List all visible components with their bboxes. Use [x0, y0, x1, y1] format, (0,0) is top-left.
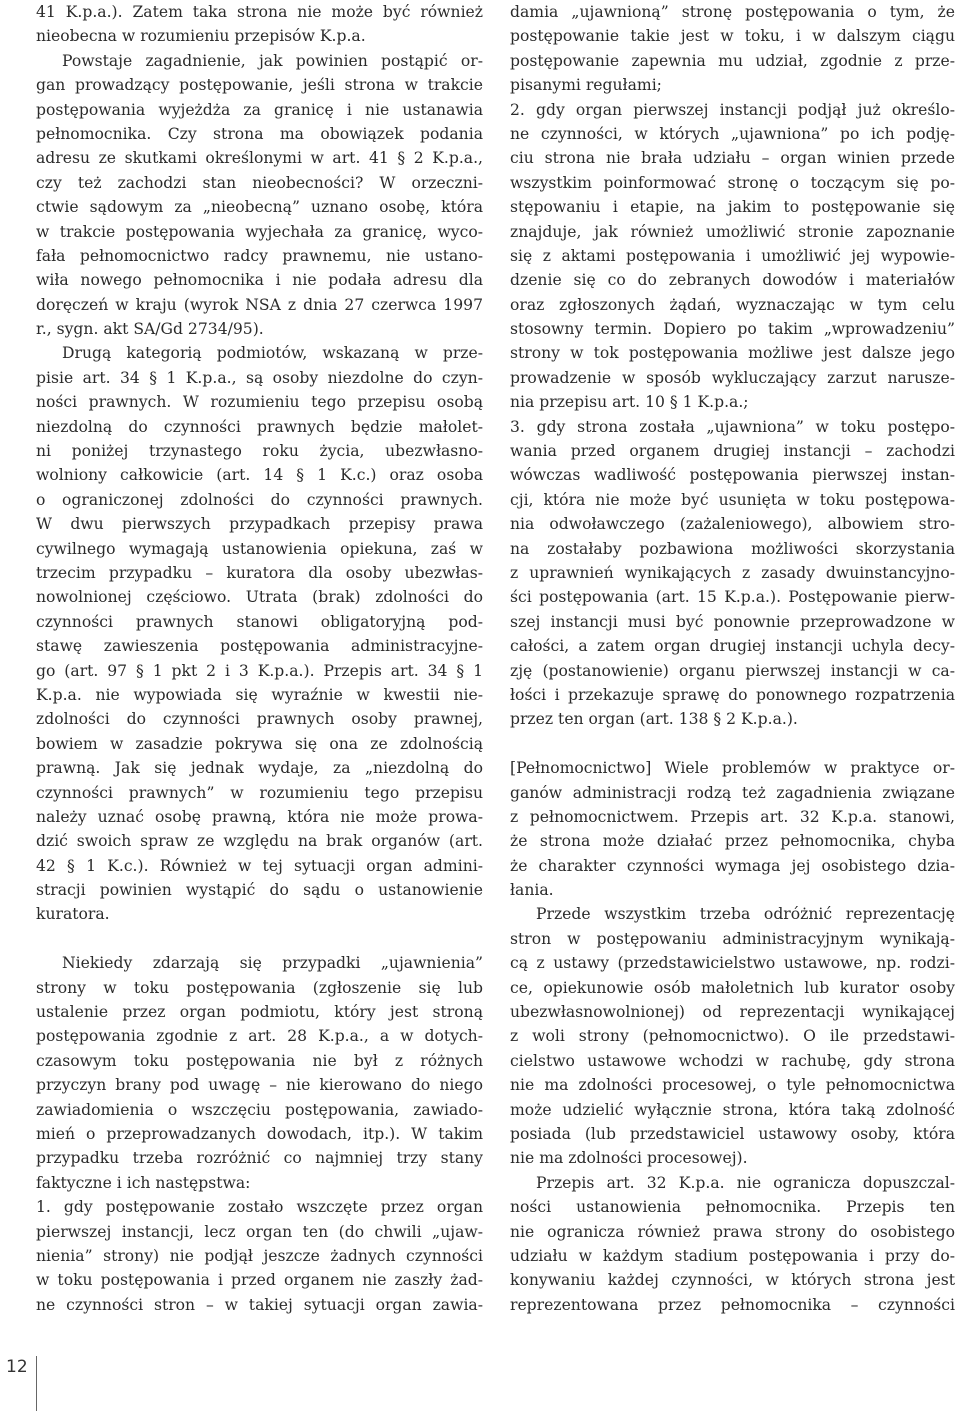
text-line: ustalenie przez organ podmiotu, który jest stroną — [36, 1003, 483, 1022]
text-line: stosowny termin. Dopiero po takim „wprowadzeniu” — [510, 320, 955, 339]
text-line: czasowym toku postępowania nie był z różnych — [36, 1051, 483, 1070]
text-line: ności ustanowienia pełnomocnika. Przepis ten — [510, 1198, 955, 1217]
text-line: ce, opiekunowie osób małoletnich lub kurator osoby — [510, 978, 955, 997]
text-line: K.p.a. nie wypowiada się wyraźnie w kwestii nie- — [36, 685, 483, 704]
text-line: w trakcie postępowania wyjechała za granicę, wyco- — [36, 222, 483, 241]
text-line: posiada (lub przedstawiciel ustawowy osoby, która — [510, 1124, 955, 1143]
text-line: pełnomocnika. Czy strona ma obowiązek podania — [36, 124, 483, 143]
paragraph-gap — [510, 732, 955, 756]
text-line: reprezentowana przez pełnomocnika – czynności — [510, 1295, 955, 1314]
text-line: że charakter czynności wymaga jej osobistego dzia- — [510, 856, 955, 875]
text-line: wolniony całkowicie (art. 14 § 1 K.c.) oraz osoba — [36, 466, 483, 485]
text-line: przyczyn brany pod uwagę – nie kierowano do niego — [36, 1076, 483, 1095]
text-line: udziału w każdym stadium postępowania i przy do- — [510, 1246, 955, 1265]
text-line: nowolnionej częściowo. Utrata (brak) zdolności do — [36, 588, 483, 607]
text-line: Powstaje zagadnienie, jak powinien postąpić or- — [62, 51, 483, 70]
text-line: ctwie sądowym za „nieobecną” uznano osobę, która — [36, 198, 483, 217]
text-line: całości, a zatem organ drugiej instancji uchyla decy- — [510, 637, 955, 656]
text-line: pierwszej instancji, lecz organ ten (do chwili „ujaw- — [36, 1222, 483, 1241]
text-line: W dwu pierwszych przypadkach przepisy prawa — [36, 515, 483, 534]
text-line: czy też zachodzi stan nieobecności? W orzeczni- — [36, 173, 483, 192]
text-line: postępowania wyjeżdża za granicę i nie ustanawia — [36, 100, 483, 119]
text-line: nie ma zdolności procesowej). — [510, 1149, 748, 1168]
text-line: mień o przeprowadzanych dowodach, itp.). W takim — [36, 1124, 483, 1143]
text-line: wówczas wadliwość postępowania pierwszej instan- — [510, 466, 955, 485]
text-line: stawę zawieszenia postępowania administracyjne- — [36, 637, 483, 656]
text-line: może udzielić wyłącznie strona, która taką zdolność — [510, 1100, 955, 1119]
text-line: cji, która nie może być usunięta w toku postępowa- — [510, 490, 955, 509]
text-line: stępowaniu i etapie, na jakim to postępowanie się — [510, 198, 955, 217]
text-line: z uprawnień wynikających z zasady dwuinstancyjno- — [510, 563, 955, 582]
text-line: 2. gdy organ pierwszej instancji podjął już określo- — [510, 100, 955, 119]
text-line: znajduje, jak również umożliwić stronie zapoznanie — [510, 222, 955, 241]
text-line: że strona może działać przez pełnomocnika, chyba — [510, 832, 955, 851]
text-line: łości i przekazuje sprawę do ponownego rozpatrzenia — [510, 685, 955, 704]
text-line: wiła nowego pełnomocnika i nie podała adresu dla — [36, 271, 483, 290]
text-line: gan prowadzący postępowanie, jeśli strona w trakcie — [36, 76, 483, 95]
text-line: strony w toku postępowania (zgłoszenie się lub — [36, 978, 483, 997]
text-line: strony w tok postępowania możliwe jest dalsze jego — [510, 344, 955, 363]
text-line: postępowania zgodnie z art. 28 K.p.a., a w dotych- — [36, 1027, 483, 1046]
text-line: 3. gdy strona została „ujawniona” w toku postępo- — [510, 417, 955, 436]
text-line: go (art. 97 § 1 pkt 2 i 3 K.p.a.). Przepis art. 34 § 1 — [36, 661, 483, 680]
text-line: konywaniu każdej czynności, w których strona jest — [510, 1271, 955, 1290]
text-line: Przede wszystkim trzeba odróżnić reprezentację — [536, 905, 955, 924]
text-line: nie ogranicza również prawa strony do osobistego — [510, 1222, 955, 1241]
text-line: z woli strony (pełnomocnictwo). O ile przedstawi- — [510, 1027, 955, 1046]
text-line: niezdolną do czynności prawnych będzie małolet- — [36, 417, 483, 436]
page-number: 12 — [6, 1357, 28, 1377]
text-line: o ograniczonej zdolności do czynności prawnych. — [36, 490, 483, 509]
text-line: 1. gdy postępowanie zostało wszczęte przez organ — [36, 1198, 483, 1217]
text-line: Drugą kategorią podmiotów, wskazaną w prze- — [62, 344, 483, 363]
page-margin-rule — [36, 1356, 37, 1411]
text-line: faktyczne i ich następstwa: — [36, 1173, 251, 1192]
text-line: ganów administracji rodzą też zagadnienia związane — [510, 783, 955, 802]
text-line: postępowanie zapewnia mu udział, zgodnie z prze- — [510, 51, 955, 70]
text-line: pisanymi regułami; — [510, 76, 662, 95]
text-line: zję (postanowienie) organu pierwszej instancji w ca- — [510, 661, 955, 680]
text-line: oraz zgłoszonych żądań, wyznaczając w tym celu — [510, 295, 955, 314]
text-line: ne czynności, w których „ujawniona” po ich podję- — [510, 124, 955, 143]
text-line: stracji powinien wystąpić do sądu o ustanowienie — [36, 881, 483, 900]
text-line: szej instancji musi być ponownie przeprowadzone w — [510, 612, 955, 631]
text-line: nia przepisu art. 10 § 1 K.p.a.; — [510, 393, 749, 412]
text-line: cywilnego wymagają ustanowienia opiekuna, zaś w — [36, 539, 483, 558]
text-line: r., sygn. akt SA/Gd 2734/95). — [36, 320, 264, 339]
text-line: ni poniżej trzynastego roku życia, ubezwłasno- — [36, 442, 483, 461]
text-line: dzenie się co do zebranych dowodów i materiałów — [510, 271, 955, 290]
text-line: zdolności do czynności prawnych osoby prawnej, — [36, 710, 483, 729]
text-line: trzecim przypadku – kuratora dla osoby ubezwłas- — [36, 563, 483, 582]
text-line: ubezwłasnowolnionej) od reprezentacji wynikającej — [510, 1003, 955, 1022]
text-line: dzić swoich spraw ze względu na brak organów (art. — [36, 832, 483, 851]
text-line: zawiadomienia o wszczęciu postępowania, zawiado- — [36, 1100, 483, 1119]
text-line: nienia” strony) nie podjął jeszcze żadnych czynności — [36, 1246, 483, 1265]
text-line: wania przed organem drugiej instancji – zachodzi — [510, 442, 955, 461]
text-line: ści postępowania (art. 15 K.p.a.). Postępowanie pierw- — [510, 588, 955, 607]
text-line: prawną. Jak się jednak wydaje, za „niezdolną do — [36, 759, 483, 778]
text-line: stron w postępowaniu administracyjnym wynikają- — [510, 929, 955, 948]
text-line: przez ten organ (art. 138 § 2 K.p.a.). — [510, 710, 798, 729]
text-line: [Pełnomocnictwo] Wiele problemów w praktyce or- — [510, 759, 955, 778]
right-text-column — [510, 0, 955, 1317]
text-line: czynności prawnych” w rozumieniu tego przepisu — [36, 783, 483, 802]
text-line: ne czynności stron – w takiej sytuacji organ zawia- — [36, 1295, 483, 1314]
text-line: 41 K.p.a.). Zatem taka strona nie może być również — [36, 3, 483, 21]
text-line: z pełnomocnictwem. Przepis art. 32 K.p.a. stanowi, — [510, 807, 955, 826]
text-line: pisie art. 34 § 1 K.p.a., są osoby niezdolne do czyn- — [36, 368, 483, 387]
text-line: nie ma zdolności procesowej, o tyle pełnomocnictwa — [510, 1076, 955, 1095]
text-line: nia odwoławczego (zażaleniowego), albowiem stro- — [510, 515, 955, 534]
text-line: fała pełnomocnictwo radcy prawnemu, nie ustano- — [36, 246, 483, 265]
text-line: cą z ustawy (przedstawicielstwo ustawowe, np. rodzi- — [510, 954, 955, 973]
text-line: nieobecna w rozumieniu przepisów K.p.a. — [36, 27, 366, 46]
text-line: prowadzenie w sposób wykluczający zarzut narusze- — [510, 368, 955, 387]
text-line: adresu ze skutkami określonymi w art. 41 § 2 K.p.a., — [36, 149, 483, 168]
text-line: należy uznać osobę prawną, która nie może prowa- — [36, 807, 483, 826]
text-line: czynności prawnych stanowi obligatoryjną pod- — [36, 612, 483, 631]
text-line: 42 § 1 K.c.). Również w tej sytuacji organ admini- — [36, 856, 483, 875]
text-line: ności prawnych. W rozumieniu tego przepisu osobą — [36, 393, 483, 412]
paragraph-gap — [36, 927, 483, 951]
text-line: doręczeń w kraju (wyrok NSA z dnia 27 czerwca 1997 — [36, 295, 483, 314]
text-line: postępowanie takie jest w toku, i w dalszym ciągu — [510, 27, 955, 46]
text-line: cielstwo ustawowe wchodzi w rachubę, gdy strona — [510, 1051, 955, 1070]
text-line: wszystkim poinformować stronę o toczącym się po- — [510, 173, 955, 192]
text-line: Przepis art. 32 K.p.a. nie ogranicza dopuszczal- — [536, 1173, 955, 1192]
text-line: łania. — [510, 881, 554, 900]
text-line: Niekiedy zdarzają się przypadki „ujawnienia” — [62, 954, 483, 973]
text-line: na zostałaby pozbawiona możliwości skorzystania — [510, 539, 955, 558]
text-line: ciu strona nie brała udziału – organ winien przede — [510, 149, 955, 168]
text-line: przypadku trzeba rozróżnić co najmniej trzy stany — [36, 1149, 483, 1168]
left-text-column — [36, 0, 483, 1317]
text-line: kuratora. — [36, 905, 110, 924]
text-line: damia „ujawnioną” stronę postępowania o tym, że — [510, 3, 955, 21]
text-line: się z aktami postępowania i umożliwić jej wypowie- — [510, 246, 955, 265]
text-line: w toku postępowania i przed organem nie zaszły żad- — [36, 1271, 483, 1290]
text-line: bowiem w zasadzie pokrywa się ona ze zdolnością — [36, 734, 483, 753]
